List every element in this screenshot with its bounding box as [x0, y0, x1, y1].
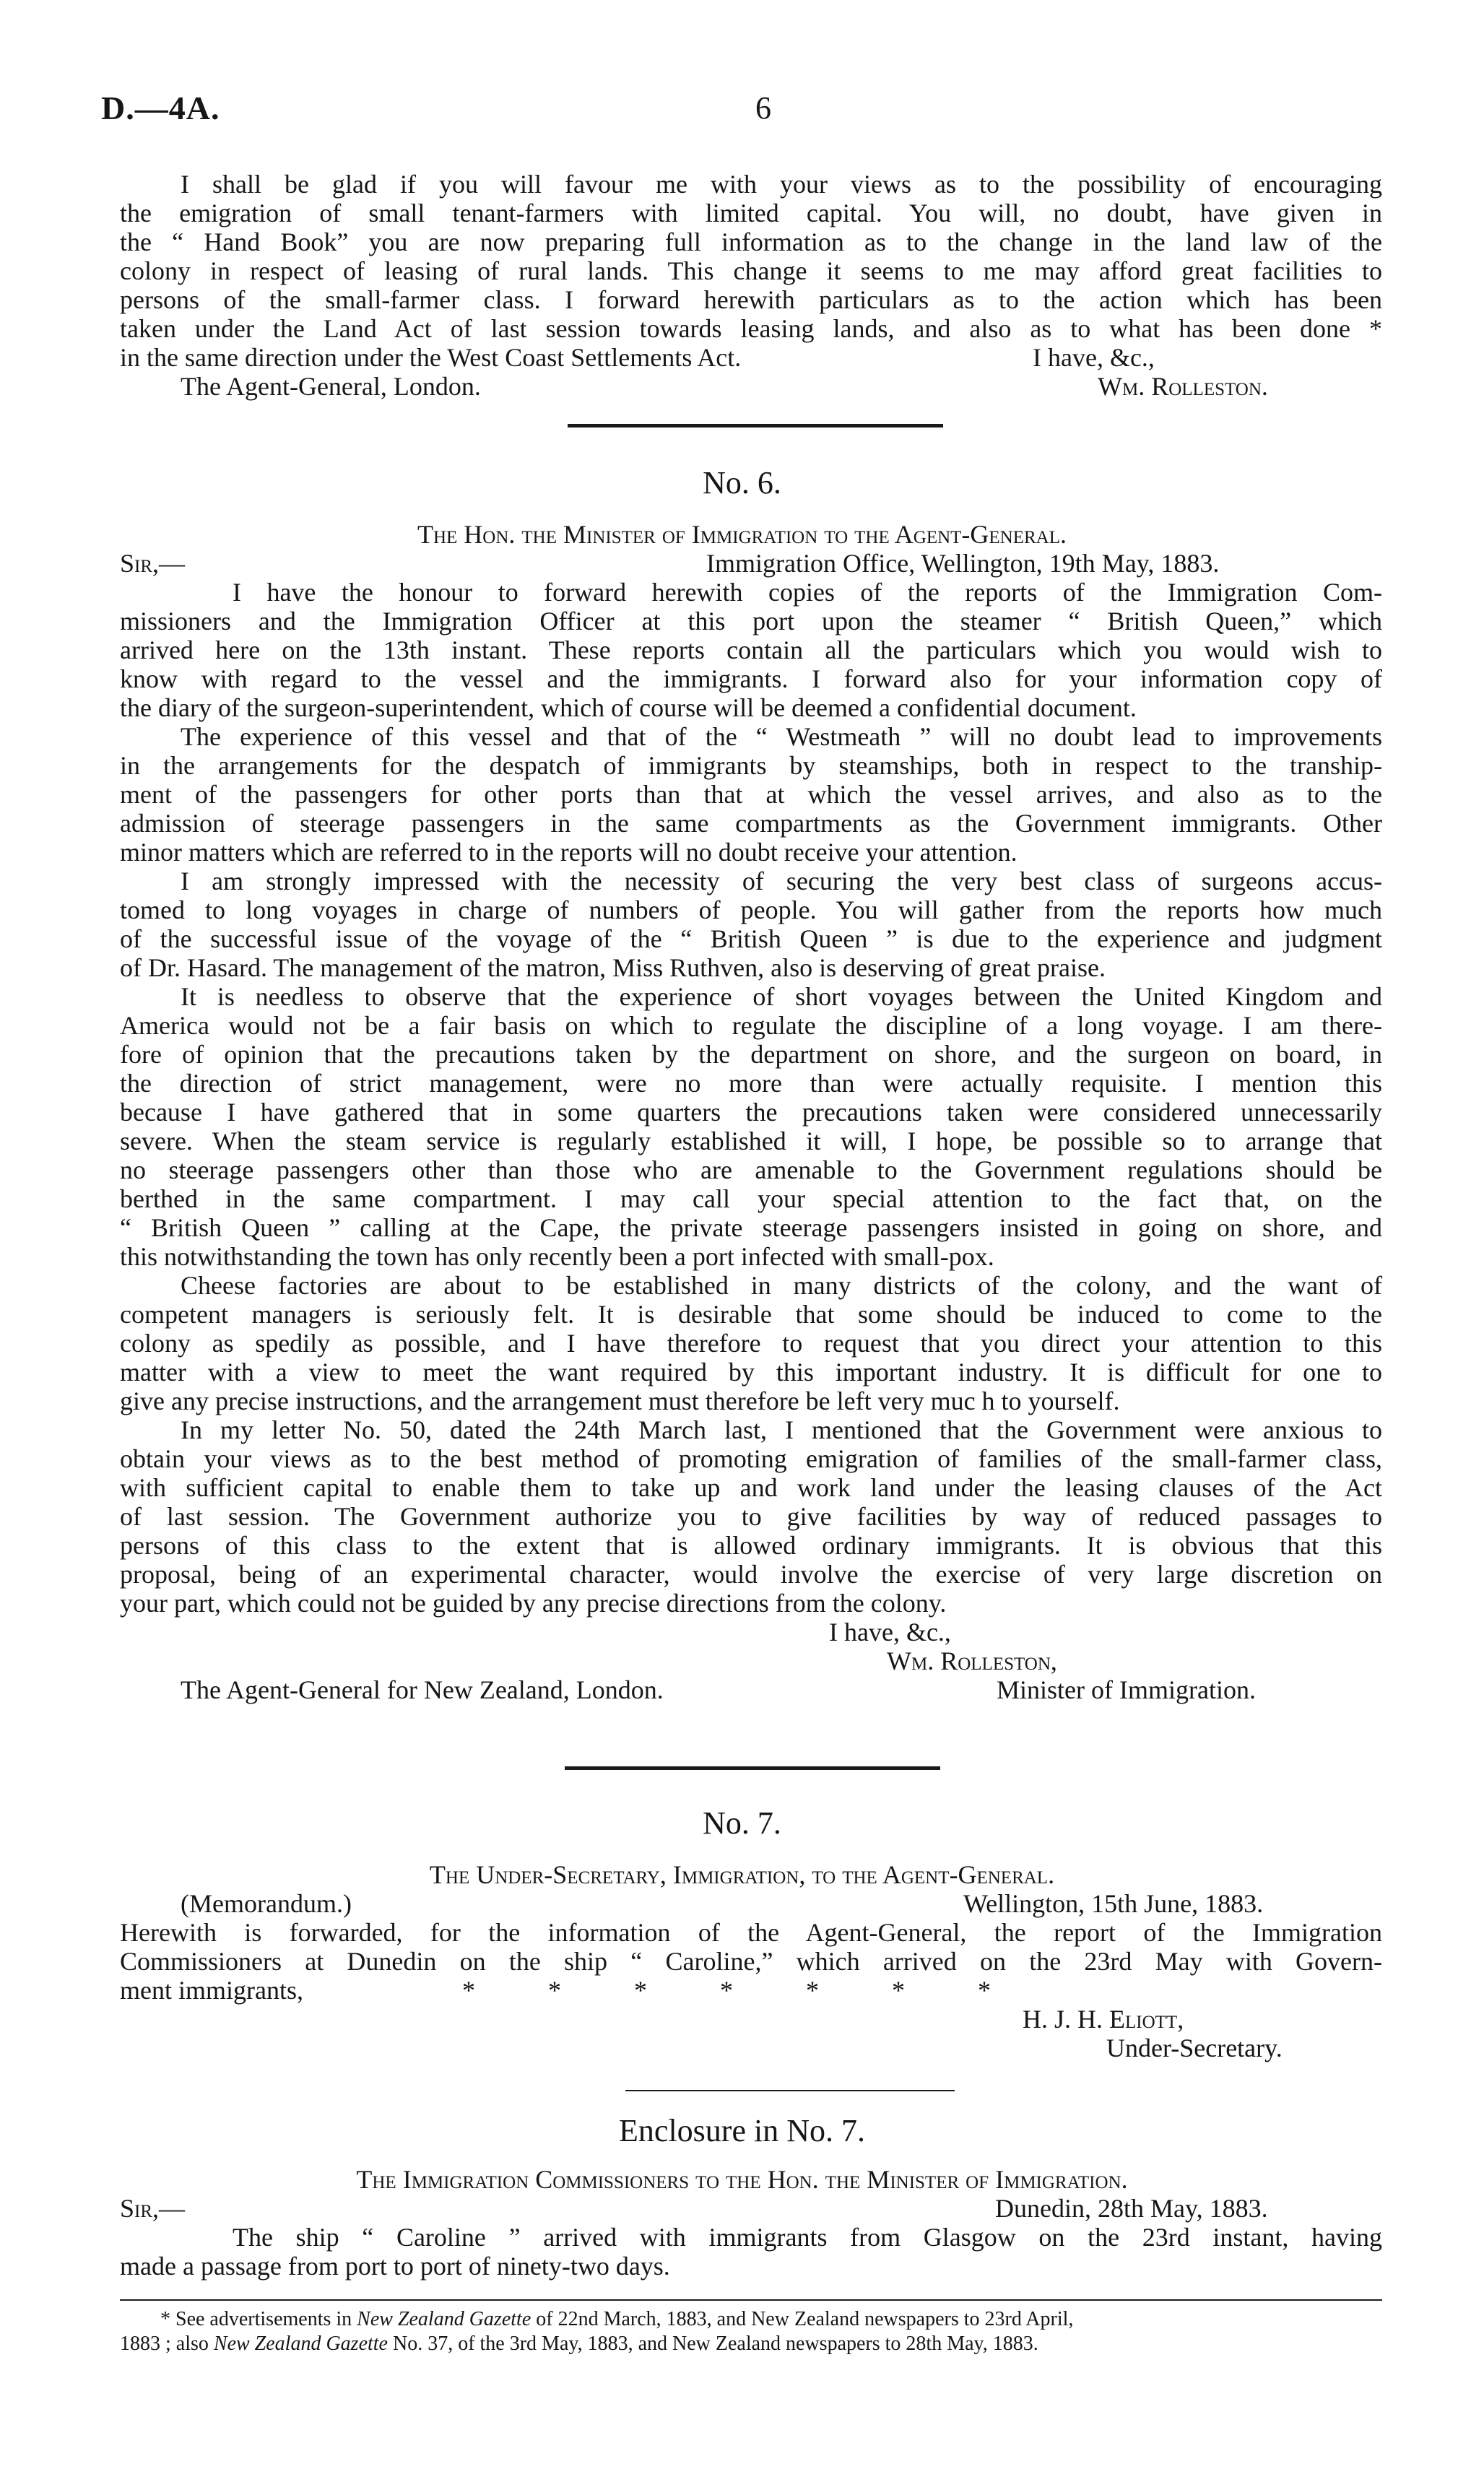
text-line: of the successful issue of the voyage of the “ British Queen ” is due to the experience and judgment [120, 924, 1382, 953]
text-line: proposal, being of an experimental character, would involve the exercise of very large discretion on [120, 1560, 1382, 1589]
place-date: Wellington, 15th June, 1883. [963, 1889, 1264, 1918]
text-line: It is needless to observe that the experience of short voyages between the United Kingdom and [181, 982, 1382, 1011]
publication-title: New Zealand Gazette [213, 2333, 388, 2355]
text-line: made a passage from port to port of ninety-two days. [120, 2252, 670, 2281]
text-line: the diary of the surgeon-superintendent, which of course will be deemed a confidential document. [120, 693, 1137, 722]
section-heading: No. 6. [703, 465, 781, 500]
section-heading: Enclosure in No. 7. [619, 2113, 865, 2148]
section-subheading: The Hon. the Minister of Immigration to the Agent-General. [417, 520, 1067, 549]
text-line: colony in respect of leasing of rural lands. This change it seems to me may afford great facilities to [120, 256, 1382, 285]
text-line: In my letter No. 50, dated the 24th March last, I mentioned that the Government were anxious to [181, 1415, 1382, 1444]
text-line: taken under the Land Act of last session towards leasing lands, and also as to what has been done * [120, 314, 1382, 343]
footnote-text: See advertisements in [175, 2308, 352, 2330]
document-code: D.—4A. [101, 90, 220, 126]
text-line: America would not be a fair basis on which to regulate the discipline of a long voyage. I am there- [120, 1011, 1382, 1040]
page-number: 6 [755, 90, 771, 126]
text-line: obtain your views as to the best method of promoting emigration of families of the small-farmer class, [120, 1444, 1382, 1473]
text-line: your part, which could not be guided by any precise directions from the colony. [120, 1589, 947, 1618]
text-line: tomed to long voyages in charge of numbers of people. You will gather from the reports how much [120, 895, 1382, 924]
text-line: Commissioners at Dunedin on the ship “ Caroline,” which arrived on the 23rd May with Govern- [120, 1947, 1382, 1976]
closing: I have, &c., [1033, 343, 1155, 372]
section-subheading: The Immigration Commissioners to the Hon. the Minister of Immigration. [356, 2165, 1128, 2194]
place-date: Dunedin, 28th May, 1883. [995, 2194, 1268, 2223]
text-line: Herewith is forwarded, for the information of the Agent-General, the report of the Immigration [120, 1918, 1382, 1947]
text-line: I am strongly impressed with the necessity of securing the very best class of surgeons accus- [181, 867, 1382, 895]
addressee: The Agent-General for New Zealand, London. [181, 1675, 664, 1704]
section-divider [568, 424, 943, 428]
place-date: Immigration Office, Wellington, 19th May, 1883. [706, 549, 1220, 578]
text-line: I have the honour to forward herewith copies of the reports of the Immigration Com- [233, 578, 1382, 607]
text-line: with sufficient capital to enable them to take up and work land under the leasing clauses of the Act [120, 1473, 1382, 1502]
text-line: the emigration of small tenant-farmers with limited capital. You will, no doubt, have given in [120, 199, 1382, 227]
signatory-title: Under-Secretary. [1106, 2034, 1283, 2062]
closing: I have, &c., [829, 1618, 951, 1646]
text-line: in the same direction under the West Coast Settlements Act. [120, 343, 742, 372]
text-line: severe. When the steam service is regularly established it will, I hope, be possible so to arrange that [120, 1127, 1382, 1155]
text-line: colony as spedily as possible, and I have therefore to request that you direct your attention to this [120, 1329, 1382, 1358]
text-line: I shall be glad if you will favour me with your views as to the possibility of encouraging [181, 170, 1382, 199]
footnote-divider [120, 2299, 1382, 2301]
text-line: know with regard to the vessel and the immigrants. I forward also for your information copy of [120, 664, 1382, 693]
asterisk-ellipsis: * * * * * * * [462, 1976, 991, 2005]
text-line: in the arrangements for the despatch of immigrants by steamships, both in respect to the tranship- [120, 751, 1382, 780]
text-line: ment of the passengers for other ports than that at which the vessel arrives, and also as to the [120, 780, 1382, 809]
signature: Wm. Rolleston. [1098, 372, 1268, 401]
footnote-line [120, 2333, 1038, 2356]
publication-title: New Zealand Gazette [357, 2308, 531, 2330]
footnote-text: 1883 ; also [120, 2333, 209, 2355]
signature: Wm. Rolleston, [887, 1646, 1057, 1675]
text-line: the “ Hand Book” you are now preparing full information as to the change in the land law of the [120, 227, 1382, 256]
salutation: Sir,— [120, 549, 186, 578]
text-line: fore of opinion that the precautions taken by the department on shore, and the surgeon on board, in [120, 1040, 1382, 1069]
footnote-line [160, 2308, 1073, 2331]
text-line: missioners and the Immigration Officer at this port upon the steamer “ British Queen,” which [120, 607, 1382, 635]
text-line: The experience of this vessel and that of the “ Westmeath ” will no doubt lead to improvements [181, 722, 1382, 751]
text-line: The ship “ Caroline ” arrived with immigrants from Glasgow on the 23rd instant, having [233, 2223, 1382, 2252]
text-line: competent managers is seriously felt. It is desirable that some should be induced to come to the [120, 1300, 1382, 1329]
section-divider [565, 1766, 940, 1770]
text-line: give any precise instructions, and the arrangement must therefore be left very muc h to yourself. [120, 1387, 1120, 1415]
salutation: Sir,— [120, 2194, 186, 2223]
memorandum-label: (Memorandum.) [181, 1889, 352, 1918]
footnote-text: No. 37, of the 3rd May, 1883, and New Zealand newspapers to 28th May, 1883. [392, 2333, 1038, 2355]
text-line: of Dr. Hasard. The management of the matron, Miss Ruthven, also is deserving of great praise. [120, 953, 1106, 982]
text-line: “ British Queen ” calling at the Cape, the private steerage passengers insisted in going on shore, and [120, 1213, 1382, 1242]
text-line: admission of steerage passengers in the same compartments as the Government immigrants. Other [120, 809, 1382, 838]
text-line: because I have gathered that in some quarters the precautions taken were considered unnecessarily [120, 1098, 1382, 1127]
footnote-marker: * [160, 2308, 170, 2330]
text-line: minor matters which are referred to in the reports will no doubt receive your attention. [120, 838, 1017, 867]
text-line: ment immigrants, [120, 1976, 303, 2005]
text-line: matter with a view to meet the want required by this important industry. It is difficult for one to [120, 1358, 1382, 1387]
text-line: berthed in the same compartment. I may call your special attention to the fact that, on the [120, 1184, 1382, 1213]
text-line: of last session. The Government authorize you to give facilities by way of reduced passages to [120, 1502, 1382, 1531]
text-line: this notwithstanding the town has only recently been a port infected with small-pox. [120, 1242, 994, 1271]
text-line: persons of the small-farmer class. I forward herewith particulars as to the action which has been [120, 285, 1382, 314]
text-line: Cheese factories are about to be established in many districts of the colony, and the want of [181, 1271, 1382, 1300]
text-line: persons of this class to the extent that is allowed ordinary immigrants. It is obvious that this [120, 1531, 1382, 1560]
section-subheading: The Under-Secretary, Immigration, to the Agent-General. [429, 1860, 1055, 1889]
section-heading: No. 7. [703, 1805, 781, 1841]
text-line: the direction of strict management, were no more than were actually requisite. I mention this [120, 1069, 1382, 1098]
section-divider [625, 2090, 955, 2091]
text-line: no steerage passengers other than those who are amenable to the Government regulations should be [120, 1155, 1382, 1184]
signatory-title: Minister of Immigration. [997, 1675, 1256, 1704]
text-line: arrived here on the 13th instant. These reports contain all the particulars which you would wish to [120, 635, 1382, 664]
footnote-text: of 22nd March, 1883, and New Zealand newspapers to 23rd April, [536, 2308, 1074, 2330]
signature: H. J. H. Eliott, [1023, 2005, 1184, 2034]
addressee: The Agent-General, London. [181, 372, 481, 401]
